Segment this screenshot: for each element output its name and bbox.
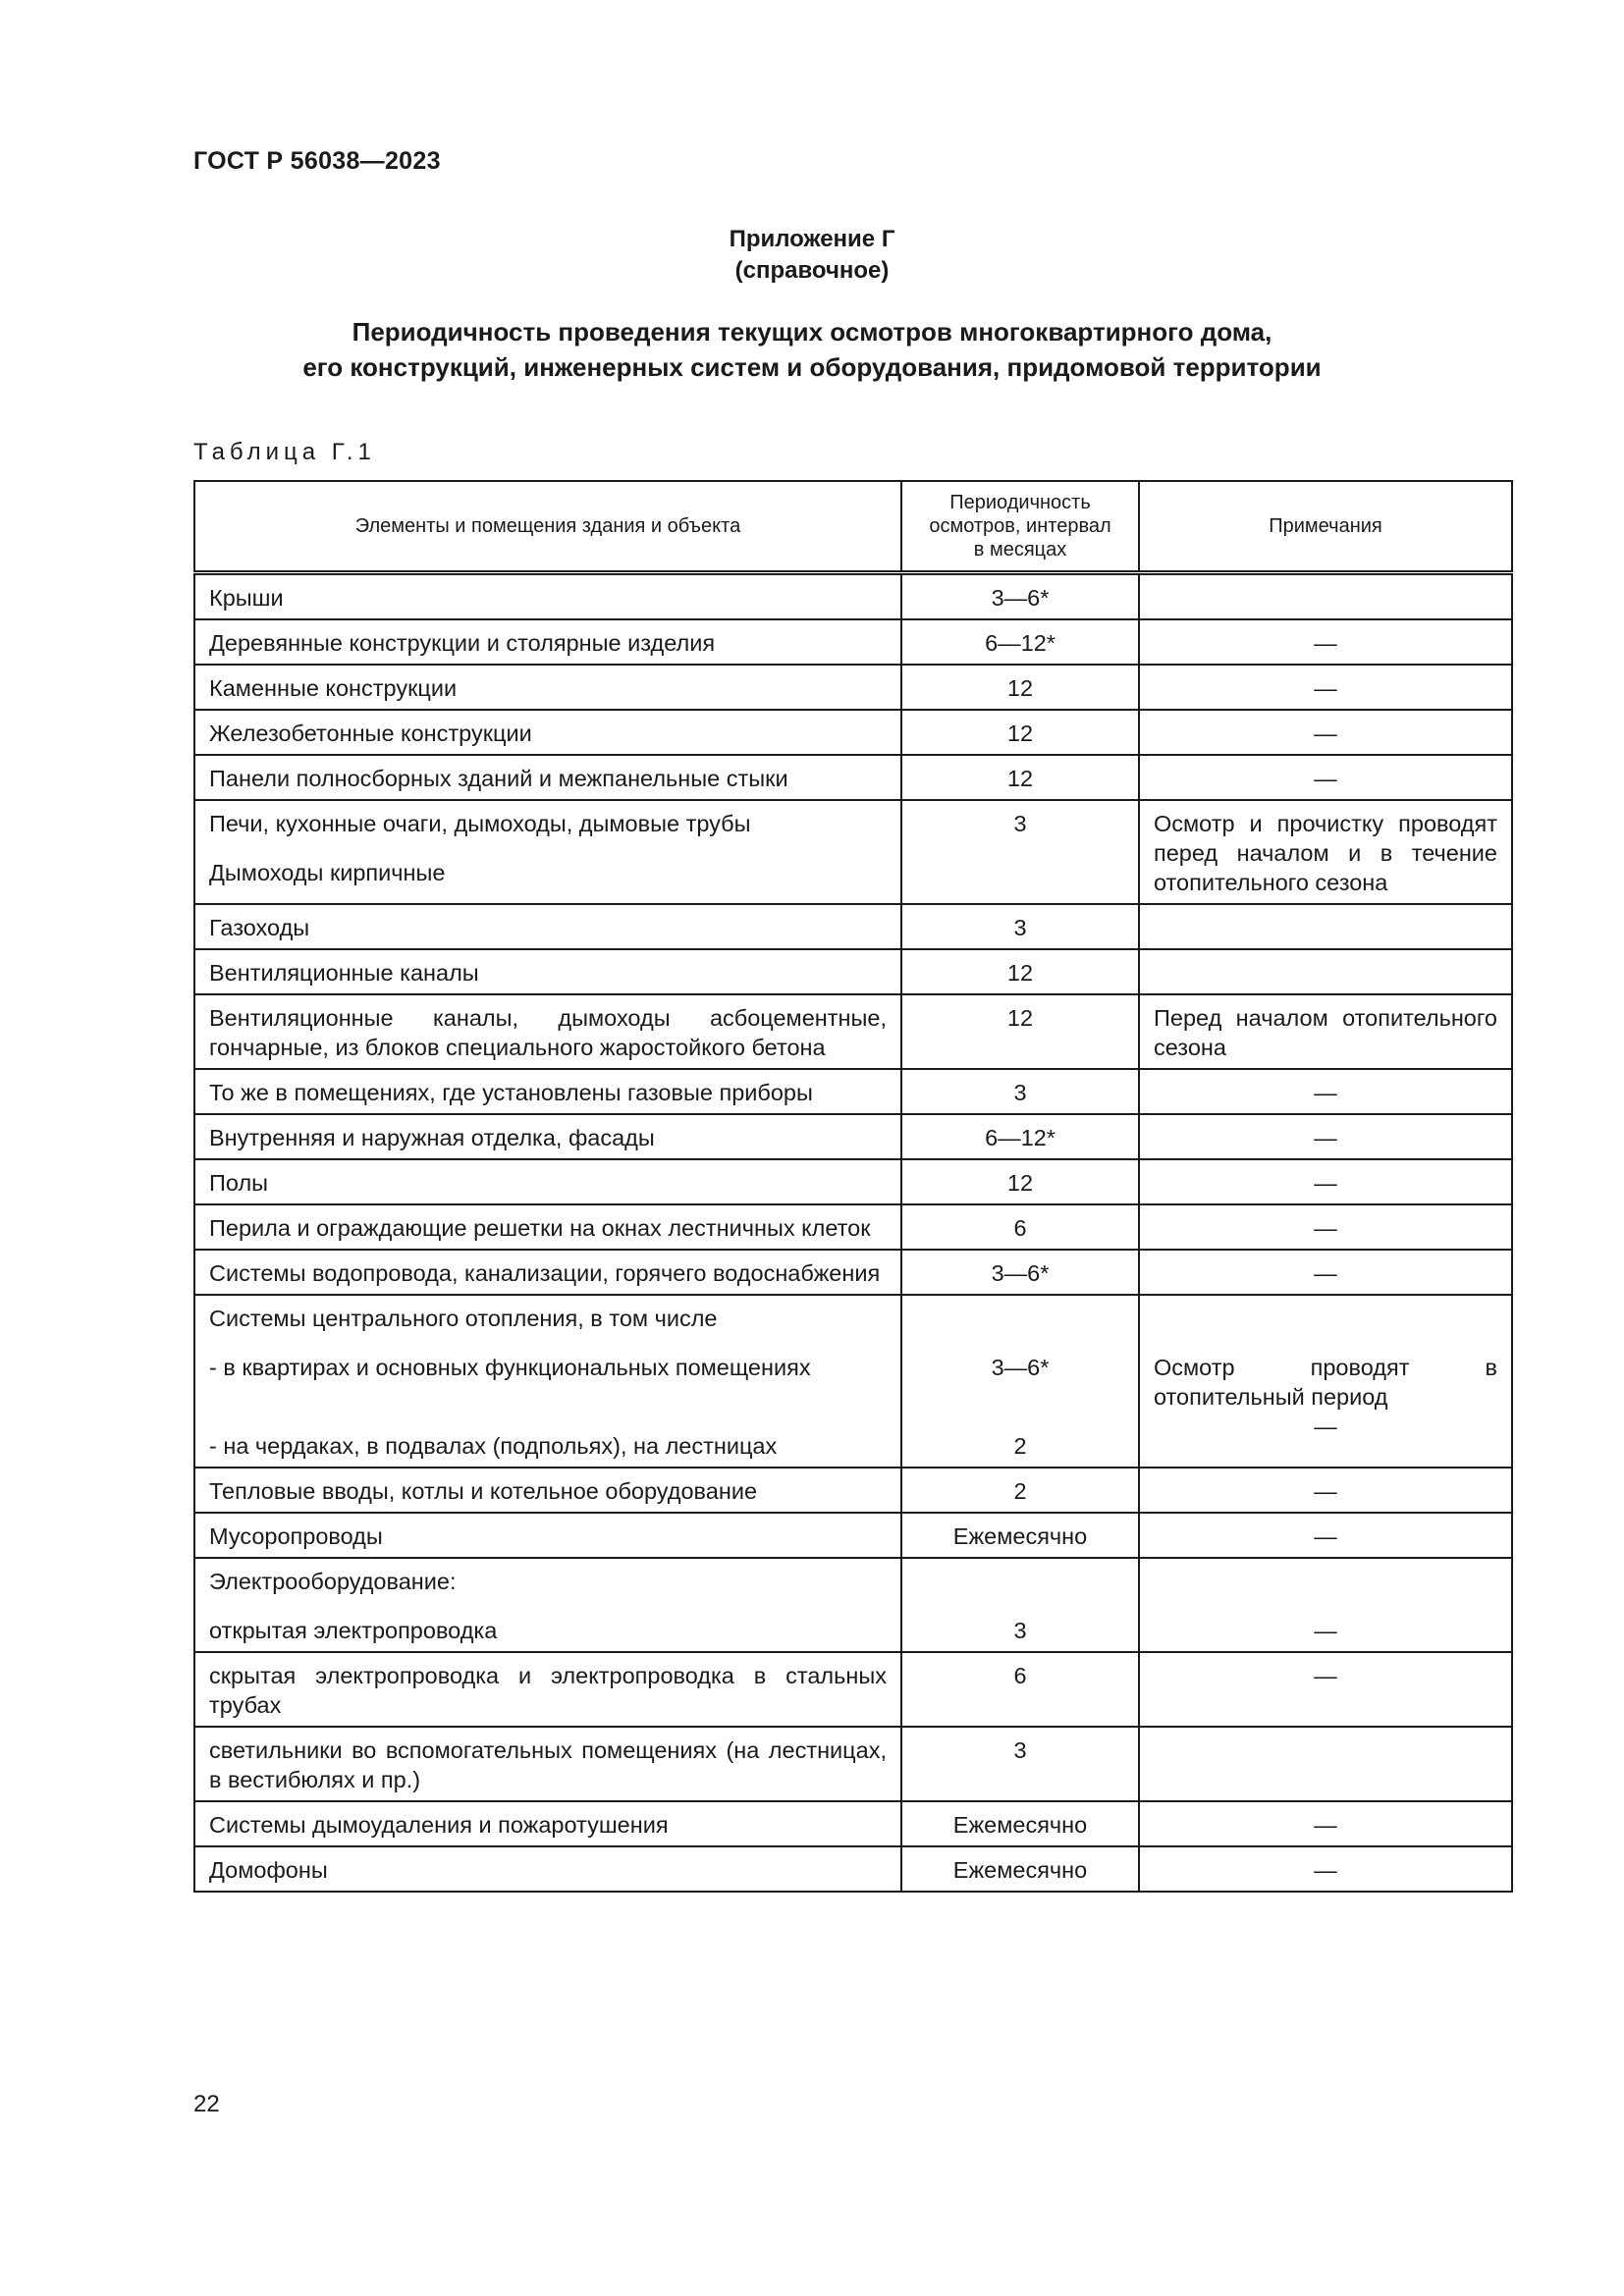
table-row [194, 1727, 1512, 1801]
cell-note: — [1139, 1114, 1512, 1159]
table-row [194, 1513, 1512, 1558]
cell-note-line: Осмотр проводят в отопительный период [1154, 1355, 1497, 1410]
cell-element: светильники во вспомогательных помещениях (на лестницах, в вестибюлях и пр.) [194, 1727, 901, 1801]
title-line-1: Периодичность проведения текущих осмотров многоквартирного дома, [352, 317, 1272, 347]
cell-element: скрытая электропроводка и электропроводка в стальных трубах [194, 1652, 901, 1727]
cell-element-line: - на чердаках, в подвалах (подпольях), на лестницах [209, 1433, 778, 1459]
table-row [194, 949, 1512, 994]
table-row [194, 619, 1512, 665]
cell-element-line: Дымоходы кирпичные [209, 860, 446, 885]
cell-period: 3 [901, 800, 1139, 904]
cell-period: 12 [901, 1159, 1139, 1204]
table-row [194, 1846, 1512, 1892]
cell-note: — [1139, 755, 1512, 800]
table-row [194, 1558, 1512, 1652]
cell-element [194, 1295, 901, 1468]
cell-period-line: 3—6* [991, 1355, 1050, 1380]
cell-period: 12 [901, 949, 1139, 994]
cell-note [1139, 573, 1512, 620]
cell-note-line: — [1314, 1618, 1337, 1643]
standard-designation: ГОСТ Р 56038—2023 [193, 147, 441, 175]
cell-element-line: Печи, кухонные очаги, дымоходы, дымовые трубы [209, 811, 751, 836]
cell-note: — [1139, 665, 1512, 710]
cell-period: Ежемесячно [901, 1513, 1139, 1558]
cell-period: 12 [901, 665, 1139, 710]
header-notes: Примечания [1139, 481, 1512, 573]
table-row [194, 1295, 1512, 1468]
table-row [194, 1159, 1512, 1204]
cell-element-line: Системы центрального отопления, в том числе [209, 1306, 718, 1331]
cell-element: Перила и ограждающие решетки на окнах лестничных клеток [194, 1204, 901, 1250]
header-periodicity-line-1: Периодичность [949, 492, 1091, 513]
cell-note: — [1139, 1204, 1512, 1250]
cell-period: Ежемесячно [901, 1846, 1139, 1892]
cell-note [1139, 949, 1512, 994]
annex-type: (справочное) [734, 257, 890, 284]
cell-element: Деревянные конструкции и столярные изделия [194, 619, 901, 665]
header-periodicity-line-2: осмотров, интервал [929, 515, 1111, 537]
cell-element [194, 800, 901, 904]
cell-note: — [1139, 1468, 1512, 1513]
cell-period: 6—12* [901, 1114, 1139, 1159]
table-row [194, 1204, 1512, 1250]
table-label: Таблица Г.1 [193, 439, 376, 465]
table-row [194, 710, 1512, 755]
table-row [194, 800, 1512, 904]
table-row [194, 904, 1512, 949]
cell-element: Вентиляционные каналы [194, 949, 901, 994]
cell-element [194, 1558, 901, 1652]
cell-period: 6 [901, 1652, 1139, 1727]
cell-period-line: 2 [1013, 1433, 1027, 1459]
cell-element: Газоходы [194, 904, 901, 949]
cell-period: 12 [901, 994, 1139, 1069]
cell-element-line: Электрооборудование: [209, 1569, 457, 1594]
cell-element: Внутренняя и наружная отделка, фасады [194, 1114, 901, 1159]
cell-note: — [1139, 619, 1512, 665]
cell-note: — [1139, 1513, 1512, 1558]
title-line-2: его конструкций, инженерных систем и оборудования, придомовой территории [302, 352, 1322, 382]
cell-note-line: — [1314, 1414, 1337, 1439]
cell-note: Перед началом отопительного сезона [1139, 994, 1512, 1069]
cell-period: 3—6* [901, 1250, 1139, 1295]
cell-element: Железобетонные конструкции [194, 710, 901, 755]
annex-name: Приложение Г [729, 226, 895, 252]
cell-element: Крыши [194, 573, 901, 620]
cell-period: 3 [901, 1727, 1139, 1801]
cell-note: — [1139, 1159, 1512, 1204]
cell-element: Каменные конструкции [194, 665, 901, 710]
cell-element: Мусоропроводы [194, 1513, 901, 1558]
cell-note [1139, 1727, 1512, 1801]
cell-period: 6—12* [901, 619, 1139, 665]
cell-note: Осмотр и прочистку проводят перед началом и в течение отопительного сезона [1139, 800, 1512, 904]
cell-period: Ежемесячно [901, 1801, 1139, 1846]
cell-element: То же в помещениях, где установлены газовые приборы [194, 1069, 901, 1114]
cell-period-line: 3 [1013, 1618, 1027, 1643]
cell-period [901, 1295, 1139, 1468]
table-row [194, 1114, 1512, 1159]
table-row [194, 994, 1512, 1069]
table-row [194, 755, 1512, 800]
header-periodicity-line-3: в месяцах [973, 539, 1067, 561]
cell-period: 12 [901, 755, 1139, 800]
cell-element: Панели полносборных зданий и межпанельные стыки [194, 755, 901, 800]
cell-element: Вентиляционные каналы, дымоходы асбоцементные, гончарные, из блоков специального жаростойкого бетона [194, 994, 901, 1069]
cell-period: 3—6* [901, 573, 1139, 620]
inspection-table [193, 480, 1513, 1893]
cell-note: — [1139, 1250, 1512, 1295]
cell-period: 12 [901, 710, 1139, 755]
table-row [194, 1652, 1512, 1727]
cell-element: Домофоны [194, 1846, 901, 1892]
cell-period [901, 1558, 1139, 1652]
cell-element: Системы дымоудаления и пожаротушения [194, 1801, 901, 1846]
cell-period: 3 [901, 1069, 1139, 1114]
cell-period: 2 [901, 1468, 1139, 1513]
header-periodicity [901, 481, 1139, 573]
cell-note: — [1139, 1846, 1512, 1892]
cell-note: — [1139, 1801, 1512, 1846]
cell-element: Системы водопровода, канализации, горячего водоснабжения [194, 1250, 901, 1295]
cell-note: — [1139, 710, 1512, 755]
cell-note [1139, 1558, 1512, 1652]
cell-period: 6 [901, 1204, 1139, 1250]
table-row [194, 1250, 1512, 1295]
cell-element-line: - в квартирах и основных функциональных помещениях [209, 1355, 811, 1380]
cell-note [1139, 1295, 1512, 1468]
table-header-row [194, 481, 1512, 573]
table-row [194, 1801, 1512, 1846]
table-row [194, 665, 1512, 710]
cell-element-line: открытая электропроводка [209, 1618, 498, 1643]
cell-note: — [1139, 1652, 1512, 1727]
table-row [194, 573, 1512, 620]
cell-note: — [1139, 1069, 1512, 1114]
header-elements: Элементы и помещения здания и объекта [194, 481, 901, 573]
page-title [0, 314, 1624, 385]
annex-heading [0, 224, 1624, 287]
cell-element: Полы [194, 1159, 901, 1204]
page-number: 22 [193, 2091, 220, 2117]
cell-period: 3 [901, 904, 1139, 949]
cell-element: Тепловые вводы, котлы и котельное оборудование [194, 1468, 901, 1513]
table-row [194, 1468, 1512, 1513]
table-row [194, 1069, 1512, 1114]
cell-note [1139, 904, 1512, 949]
